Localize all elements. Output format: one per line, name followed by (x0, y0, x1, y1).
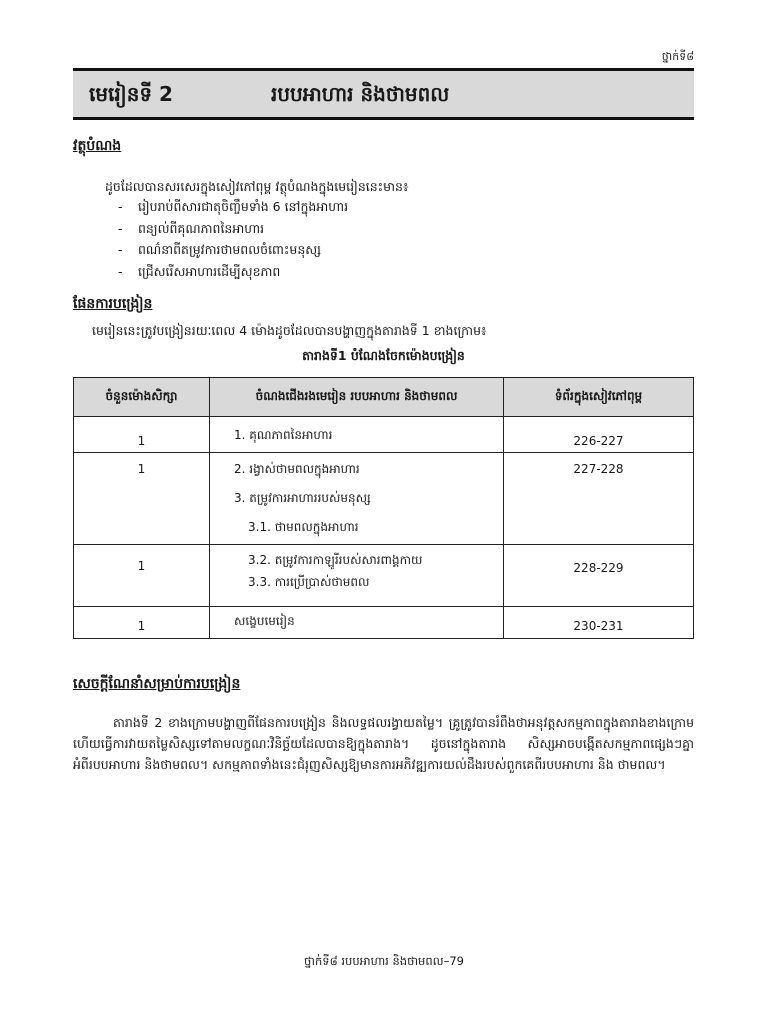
grade-label: ថ្នាក់ទី៨ (661, 50, 694, 63)
pages-cell: 226-227 (504, 417, 694, 453)
plan-intro: មេរៀននេះត្រូវបង្រៀនរយៈពេល 4 ម៉ោងដូចដែលបានបង្ហាញក្នុងតារាងទី 1 ខាងក្រោម៖ (92, 323, 487, 338)
list-item: - ពន្យល់ពីគុណភាពនៃអាហារ (118, 220, 265, 236)
page-footer: ថ្នាក់ទី៨ របបអាហារ និងថាមពល–79 (304, 954, 464, 968)
lesson-number: មេរៀនទី 2 (89, 82, 173, 106)
lesson-banner (73, 68, 694, 120)
pages-cell: 230-231 (504, 607, 694, 639)
guidance-paragraph: តារាងទី 2 ខាងក្រោមបង្ហាញពីផែនការបង្រៀន និងលទ្ធផលរង្វាយតម្លៃ។ គ្រូត្រូវបានរំពឹងថាអនុវត្តសកម្មភាពក្នុងតារាងខាងក្រោម ហើយធ្វើការវាយតម្លៃសិស្សទៅតាមលក្ខណៈវិនិច្ឆ័យដែលបានឱ្យក្នុងតារាង។ ដូចនៅក្នុងតារាង សិស្សអាចបង្កើតសកម្មភាពផ្សេងៗគ្នាអំពីរបបអាហារ និងថាមពល។ សកម្មភាពទាំងនេះជំរុញសិស្សឱ្យមានការអភិវឌ្ឍការយល់ដឹងរបស់ពួកគេពីរបបអាហារ និង ថាមពល។ (73, 715, 694, 772)
table-row (74, 607, 694, 639)
list-item: - រៀបរាប់ពីសារជាតុចិញ្ចឹមទាំង 6 នៅក្នុងអាហារ (118, 199, 349, 214)
objectives-list (118, 196, 348, 282)
objectives-intro: ដូចដែលបានសរសេរក្នុងសៀវភៅពុម្ព វត្ថុបំណងក្នុងមេរៀននេះមាន៖ (105, 179, 409, 194)
hours-cell: 1 (74, 545, 210, 607)
hours-cell: 1 (74, 453, 210, 545)
table-row (74, 453, 694, 545)
lesson-title: របបអាហារ និងថាមពល (271, 82, 450, 106)
pages-cell: 228-229 (504, 545, 694, 607)
plan-heading: ផែនការបង្រៀន (73, 296, 153, 312)
content-cell: 1. គុណភាពនៃអាហារ (210, 417, 504, 453)
content-cell: សង្ខេបមេរៀន (210, 607, 504, 639)
column-header-pages: ទំព័រក្នុងសៀវភៅពុម្ព (504, 378, 694, 417)
content-cell: 3.2. តម្រូវការកាឡូរីរបស់សារពាង្គកាយ 3.3. ការប្រើប្រាស់ថាមពល (210, 545, 504, 607)
table-caption: តារាងទី1 បំណែងចែកម៉ោងបង្រៀន (302, 348, 465, 363)
column-header-subtitle: ចំណងជើងរងមេរៀន របបអាហារ និងថាមពល (210, 378, 504, 417)
pages-cell: 227-228 (504, 453, 694, 545)
table-row (74, 545, 694, 607)
list-item: - ជ្រើសរើសអាហារដើម្បីសុខភាព (118, 263, 281, 279)
hours-cell: 1 (74, 607, 210, 639)
hours-cell: 1 (74, 417, 210, 453)
table-row (74, 417, 694, 453)
objectives-heading: វត្ថុបំណង (73, 138, 122, 154)
list-item: - ពណ៌នាពីតម្រូវការថាមពលចំពោះមនុស្ស (118, 242, 321, 257)
schedule-table (73, 377, 694, 639)
content-cell: 2. រង្វាស់ថាមពលក្នុងអាហារ 3. តម្រូវការអាហាររបស់មនុស្ស 3.1. ថាមពលក្នុងអាហារ (210, 453, 504, 545)
guidance-heading: សេចក្ដីណែនាំសម្រាប់ការបង្រៀន (73, 676, 241, 692)
column-header-hours: ចំនួនម៉ោងសិក្សា (74, 378, 210, 417)
